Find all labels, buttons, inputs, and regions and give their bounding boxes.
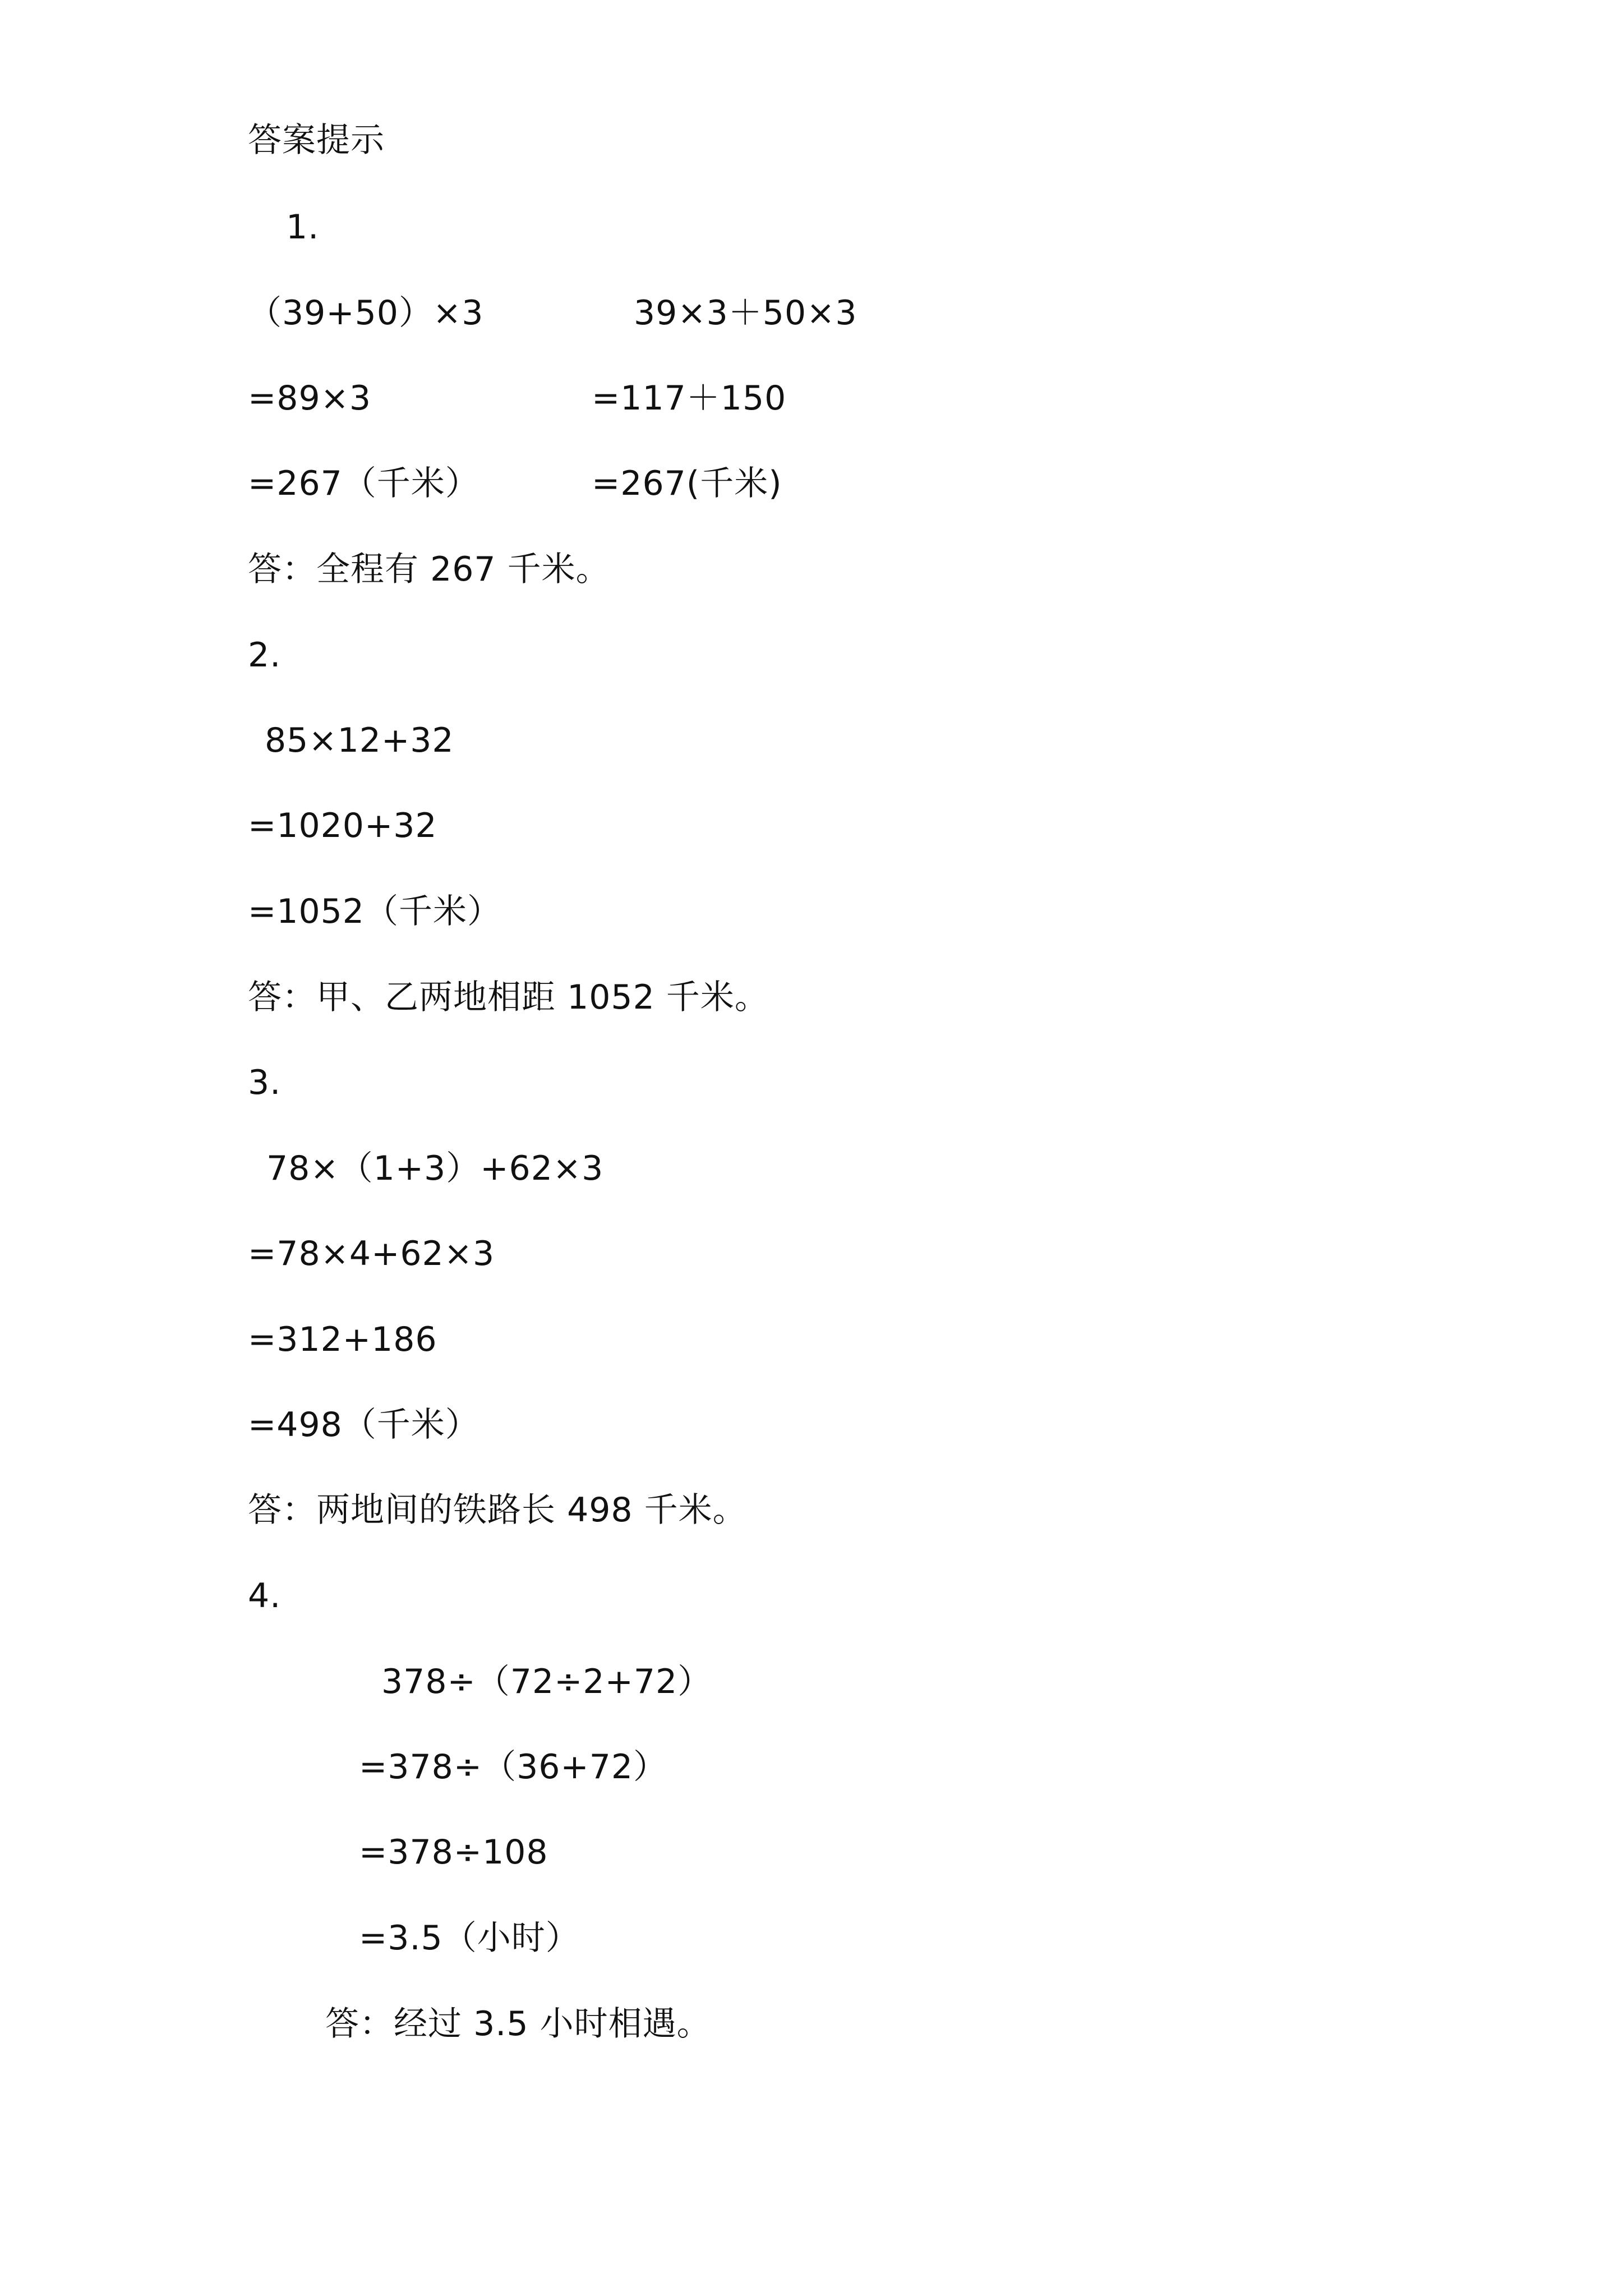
q1-right-step1: =117＋150 (592, 379, 787, 418)
q1-left-step1: =89×3 (248, 379, 372, 418)
q1-left-expression: （39+50）×3 (248, 293, 484, 333)
q3-step1: =78×4+62×3 (248, 1234, 495, 1273)
q3-answer: 答：两地间的铁路长 498 千米。 (248, 1490, 747, 1530)
q3-step2: =312+186 (248, 1320, 437, 1359)
q2-number: 2. (248, 636, 282, 675)
q4-answer: 答：经过 3.5 小时相遇。 (325, 2004, 711, 2044)
q1-answer: 答：全程有 267 千米。 (248, 550, 610, 589)
q2-step1: =1020+32 (248, 806, 437, 845)
q4-number: 4. (248, 1576, 282, 1616)
q4-step3: =3.5（小时） (359, 1918, 580, 1958)
q2-step2: =1052（千米） (248, 892, 501, 931)
q4-step2: =378÷108 (359, 1833, 548, 1872)
q1-right-step2: =267(千米) (592, 464, 782, 503)
q1-right-expression: 39×3＋50×3 (634, 293, 857, 333)
q3-step3: =498（千米） (248, 1405, 479, 1444)
page-title: 答案提示 (248, 121, 385, 160)
q4-expression: 378÷（72÷2+72） (381, 1662, 712, 1701)
q2-answer: 答：甲、乙两地相距 1052 千米。 (248, 978, 769, 1017)
q4-step1: =378÷（36+72） (359, 1747, 668, 1787)
q3-number: 3. (248, 1063, 282, 1102)
q1-left-step2: =267（千米） (248, 464, 479, 503)
q1-number: 1. (286, 208, 320, 247)
q2-expression: 85×12+32 (265, 721, 454, 760)
q3-expression: 78×（1+3）+62×3 (266, 1149, 604, 1188)
